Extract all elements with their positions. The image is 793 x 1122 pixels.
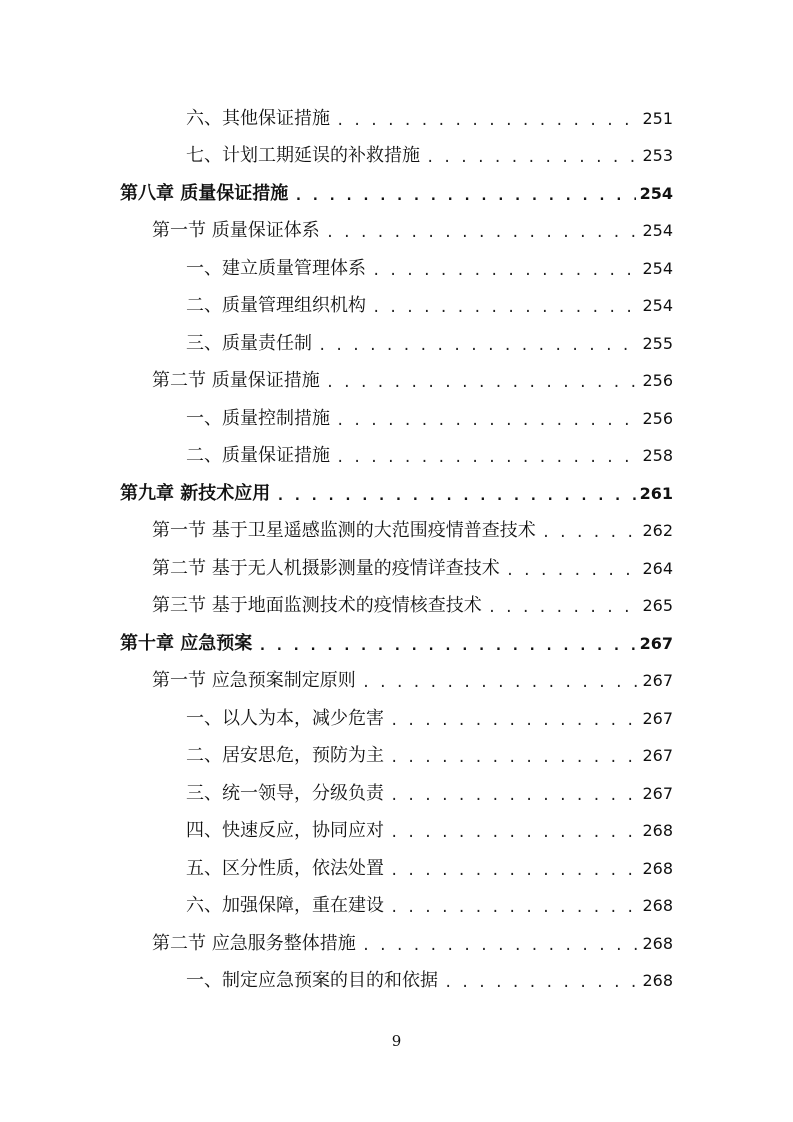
toc-chapter-entry[interactable] [120, 629, 673, 659]
toc-entry-title: 第二节 应急服务整体措施 [152, 933, 356, 954]
toc-entry-page: 267 [642, 671, 673, 690]
toc-entry-title: 二、质量管理组织机构 [186, 295, 366, 316]
dot-leader [390, 820, 638, 846]
toc-entry-page: 264 [642, 559, 673, 578]
toc-entry[interactable] [186, 441, 673, 471]
toc-entry-page: 253 [642, 146, 673, 165]
toc-entry[interactable] [186, 404, 673, 434]
dot-leader [372, 258, 638, 284]
dot-leader [372, 295, 638, 321]
toc-entry-title: 第一节 质量保证体系 [152, 220, 320, 241]
dot-leader [426, 145, 638, 171]
dot-leader [506, 558, 639, 584]
dot-leader [294, 183, 635, 209]
toc-entry-page: 261 [639, 484, 673, 503]
toc-entry-page: 265 [642, 596, 673, 615]
toc-section-entry[interactable] [152, 516, 673, 546]
toc-entry[interactable] [186, 816, 673, 846]
toc-section-entry[interactable] [152, 666, 673, 696]
toc-entry-title: 第二节 基于无人机摄影测量的疫情详查技术 [152, 558, 500, 579]
toc-entry-page: 254 [642, 296, 673, 315]
dot-leader [444, 970, 638, 996]
dot-leader [488, 595, 639, 621]
dot-leader [258, 633, 635, 659]
toc-entry-page: 267 [642, 746, 673, 765]
toc-entry-title: 第九章 新技术应用 [120, 483, 271, 504]
toc-entry[interactable] [186, 741, 673, 771]
toc-section-entry[interactable] [152, 554, 673, 584]
toc-entry-page: 262 [642, 521, 673, 540]
toc-entry-page: 268 [642, 934, 673, 953]
dot-leader [326, 220, 639, 246]
toc-entry-title: 二、质量保证措施 [186, 445, 330, 466]
dot-leader [542, 520, 639, 546]
dot-leader [390, 858, 638, 884]
toc-entry-page: 256 [642, 371, 673, 390]
toc-entry-title: 一、以人为本，减少危害 [186, 708, 384, 729]
dot-leader [318, 333, 638, 359]
toc-entry-page: 268 [642, 859, 673, 878]
toc-entry-title: 一、制定应急预案的目的和依据 [186, 970, 438, 991]
toc-entry-title: 二、居安思危，预防为主 [186, 745, 384, 766]
dot-leader [336, 445, 638, 471]
toc-entry[interactable] [186, 891, 673, 921]
toc-entry-page: 251 [642, 109, 673, 128]
dot-leader [390, 745, 638, 771]
toc-entry-page: 254 [642, 259, 673, 278]
toc-entry-title: 第一节 应急预案制定原则 [152, 670, 356, 691]
toc-section-entry[interactable] [152, 216, 673, 246]
toc-entry[interactable] [186, 104, 673, 134]
dot-leader [336, 108, 638, 134]
toc-entry[interactable] [186, 329, 673, 359]
toc-entry-title: 七、计划工期延误的补救措施 [186, 145, 420, 166]
toc-entry[interactable] [186, 966, 673, 996]
toc-entry-page: 255 [642, 334, 673, 353]
dot-leader [390, 708, 638, 734]
toc-entry-page: 267 [642, 784, 673, 803]
toc-section-entry[interactable] [152, 591, 673, 621]
toc-entry-page: 256 [642, 409, 673, 428]
toc-entry-title: 一、质量控制措施 [186, 408, 330, 429]
toc-entry-title: 六、其他保证措施 [186, 108, 330, 129]
toc-entry-page: 267 [639, 634, 673, 653]
toc-entry-page: 258 [642, 446, 673, 465]
toc-chapter-entry[interactable] [120, 479, 673, 509]
toc-entry-title: 五、区分性质，依法处置 [186, 858, 384, 879]
toc-entry-title: 第八章 质量保证措施 [120, 183, 289, 204]
toc-entry-page: 254 [639, 184, 673, 203]
toc-entry-title: 四、快速反应，协同应对 [186, 820, 384, 841]
dot-leader [326, 370, 639, 396]
toc-entry-title: 第一节 基于卫星遥感监测的大范围疫情普查技术 [152, 520, 536, 541]
toc-section-entry[interactable] [152, 929, 673, 959]
dot-leader [362, 670, 639, 696]
toc-entry-page: 268 [642, 821, 673, 840]
toc-entry-page: 267 [642, 709, 673, 728]
dot-leader [276, 483, 635, 509]
dot-leader [390, 783, 638, 809]
toc-entry-title: 第三节 基于地面监测技术的疫情核查技术 [152, 595, 482, 616]
toc-entry[interactable] [186, 704, 673, 734]
page-number: 9 [391, 1032, 402, 1050]
toc-entry[interactable] [186, 254, 673, 284]
toc-entry-page: 254 [642, 221, 673, 240]
toc-entry[interactable] [186, 141, 673, 171]
dot-leader [362, 933, 639, 959]
toc-entry-title: 第二节 质量保证措施 [152, 370, 320, 391]
dot-leader [390, 895, 638, 921]
toc-entry-title: 一、建立质量管理体系 [186, 258, 366, 279]
dot-leader [336, 408, 638, 434]
toc-entry[interactable] [186, 291, 673, 321]
toc-chapter-entry[interactable] [120, 179, 673, 209]
toc-entry-page: 268 [642, 896, 673, 915]
toc-entry-title: 六、加强保障，重在建设 [186, 895, 384, 916]
toc-entry[interactable] [186, 779, 673, 809]
toc-entry-title: 第十章 应急预案 [120, 633, 253, 654]
toc-entry-page: 268 [642, 971, 673, 990]
toc-entry-title: 三、统一领导，分级负责 [186, 783, 384, 804]
toc-entry[interactable] [186, 854, 673, 884]
toc-entry-title: 三、质量责任制 [186, 333, 312, 354]
toc-section-entry[interactable] [152, 366, 673, 396]
